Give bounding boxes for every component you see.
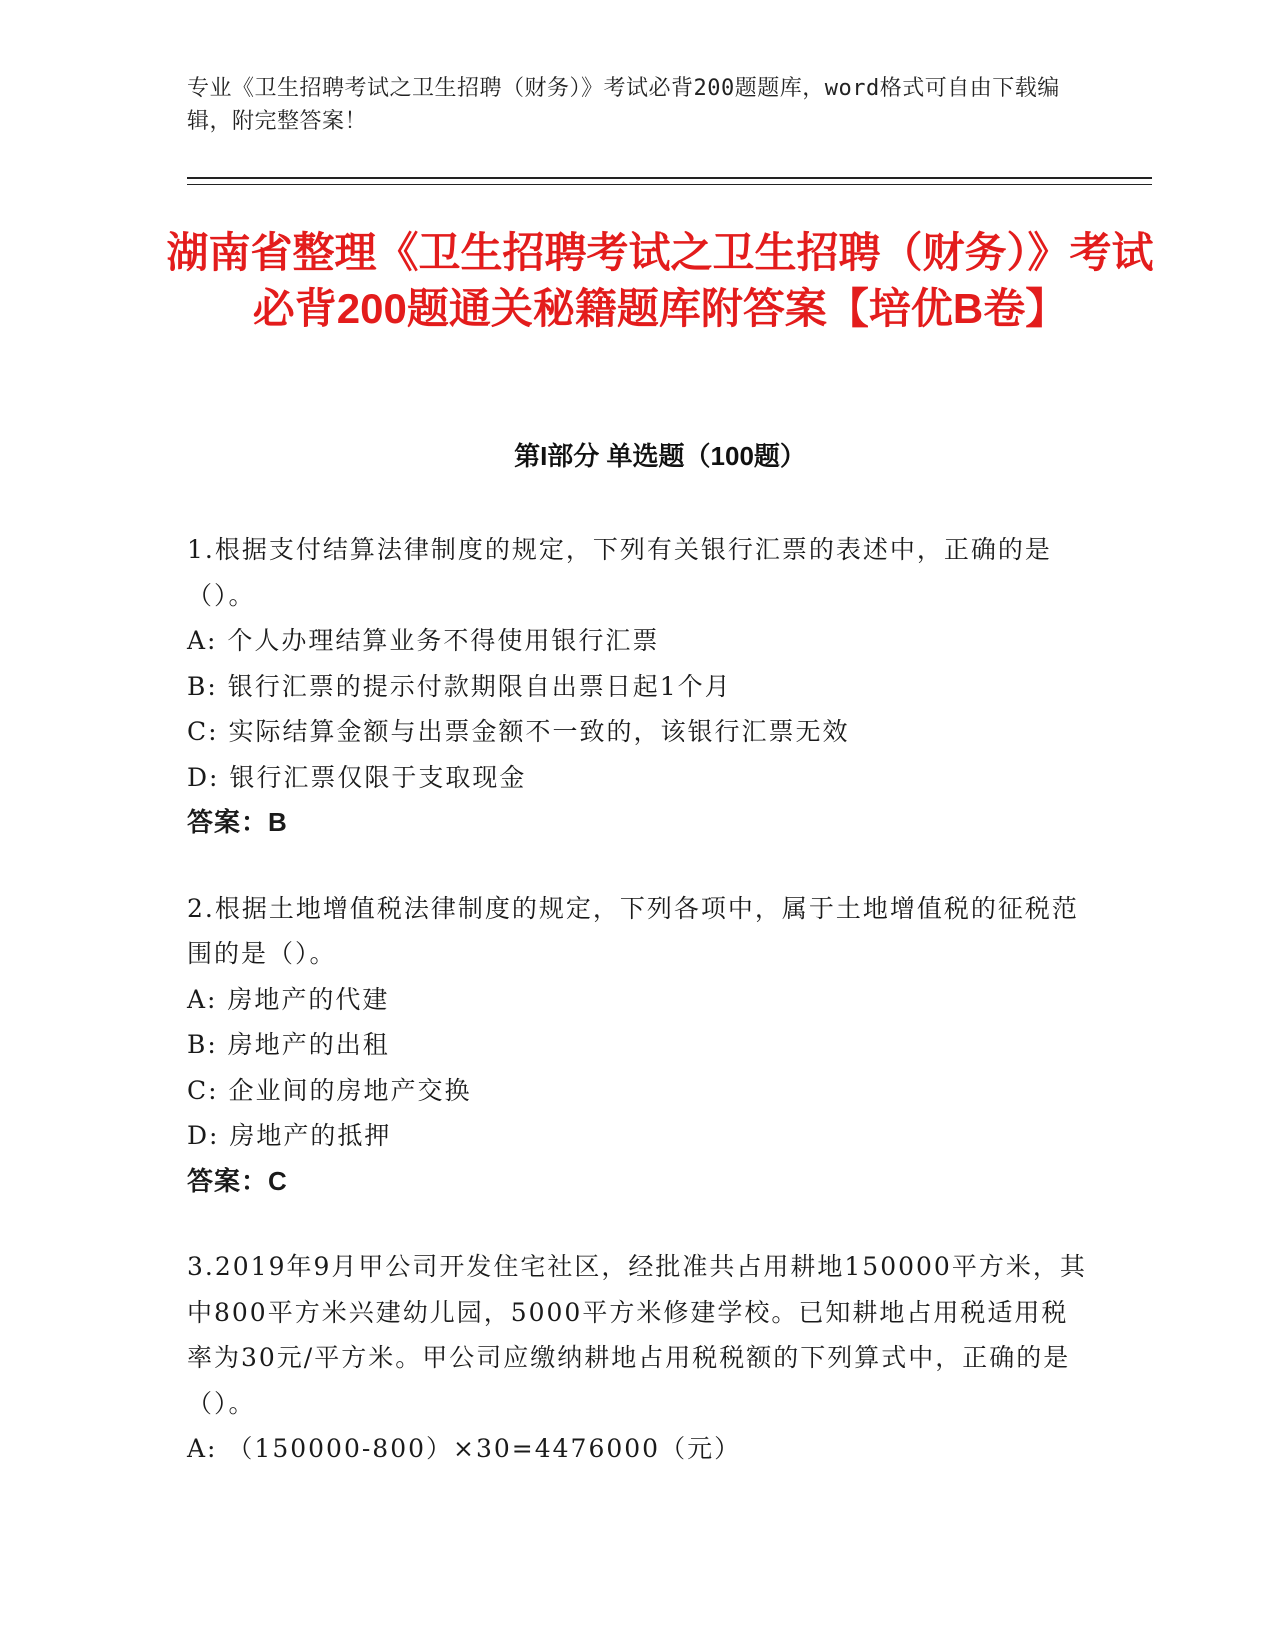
option-d: D: 房地产的抵押 <box>187 1121 392 1150</box>
option-a: A: 个人办理结算业务不得使用银行汇票 <box>187 626 660 655</box>
question-stem: 3.2019年9月甲公司开发住宅社区，经批准共占用耕地150000平方米，其中800平方米兴建幼儿园，5000平方米修建学校。已知耕地占用税适用税率为30元/平方米。甲公司应缴纳耕地占用税税额的下列算式中，正确的是（）。 <box>187 1252 1087 1418</box>
option-a: A: 房地产的代建 <box>187 984 390 1014</box>
question-2 <box>187 886 1087 1205</box>
option-c: C: 实际结算金额与出票金额不一致的，该银行汇票无效 <box>187 717 850 746</box>
answer-label: 答案：C <box>187 1165 288 1196</box>
option-b: B: 房地产的出租 <box>187 1030 390 1059</box>
section-title: 第I部分 单选题（100题） <box>514 441 806 471</box>
question-1 <box>187 527 1087 846</box>
document-title: 湖南省整理《卫生招聘考试之卫生招聘（财务）》考试必背200题通关秘籍题库附答案【培优B卷】 <box>166 229 1154 332</box>
option-c: C: 企业间的房地产交换 <box>187 1075 472 1105</box>
answer-label: 答案：B <box>187 807 288 837</box>
header-note: 专业《卫生招聘考试之卫生招聘（财务）》考试必背200题题库，word格式可自由下载编辑，附完整答案！ <box>187 76 1060 134</box>
header-divider-thin <box>187 184 1152 185</box>
header-divider-thick <box>187 177 1152 179</box>
question-stem: 1.根据支付结算法律制度的规定，下列有关银行汇票的表述中，正确的是（）。 <box>187 535 1052 610</box>
question-list <box>187 527 1087 1512</box>
option-b: B: 银行汇票的提示付款期限自出票日起1个月 <box>187 671 732 701</box>
question-3 <box>187 1244 1087 1472</box>
option-a: A: （150000-800）×30=4476000（元） <box>187 1434 742 1463</box>
option-d: D: 银行汇票仅限于支取现金 <box>187 762 527 792</box>
question-stem: 2.根据土地增值税法律制度的规定，下列各项中，属于土地增值税的征税范围的是（）。 <box>187 893 1079 968</box>
